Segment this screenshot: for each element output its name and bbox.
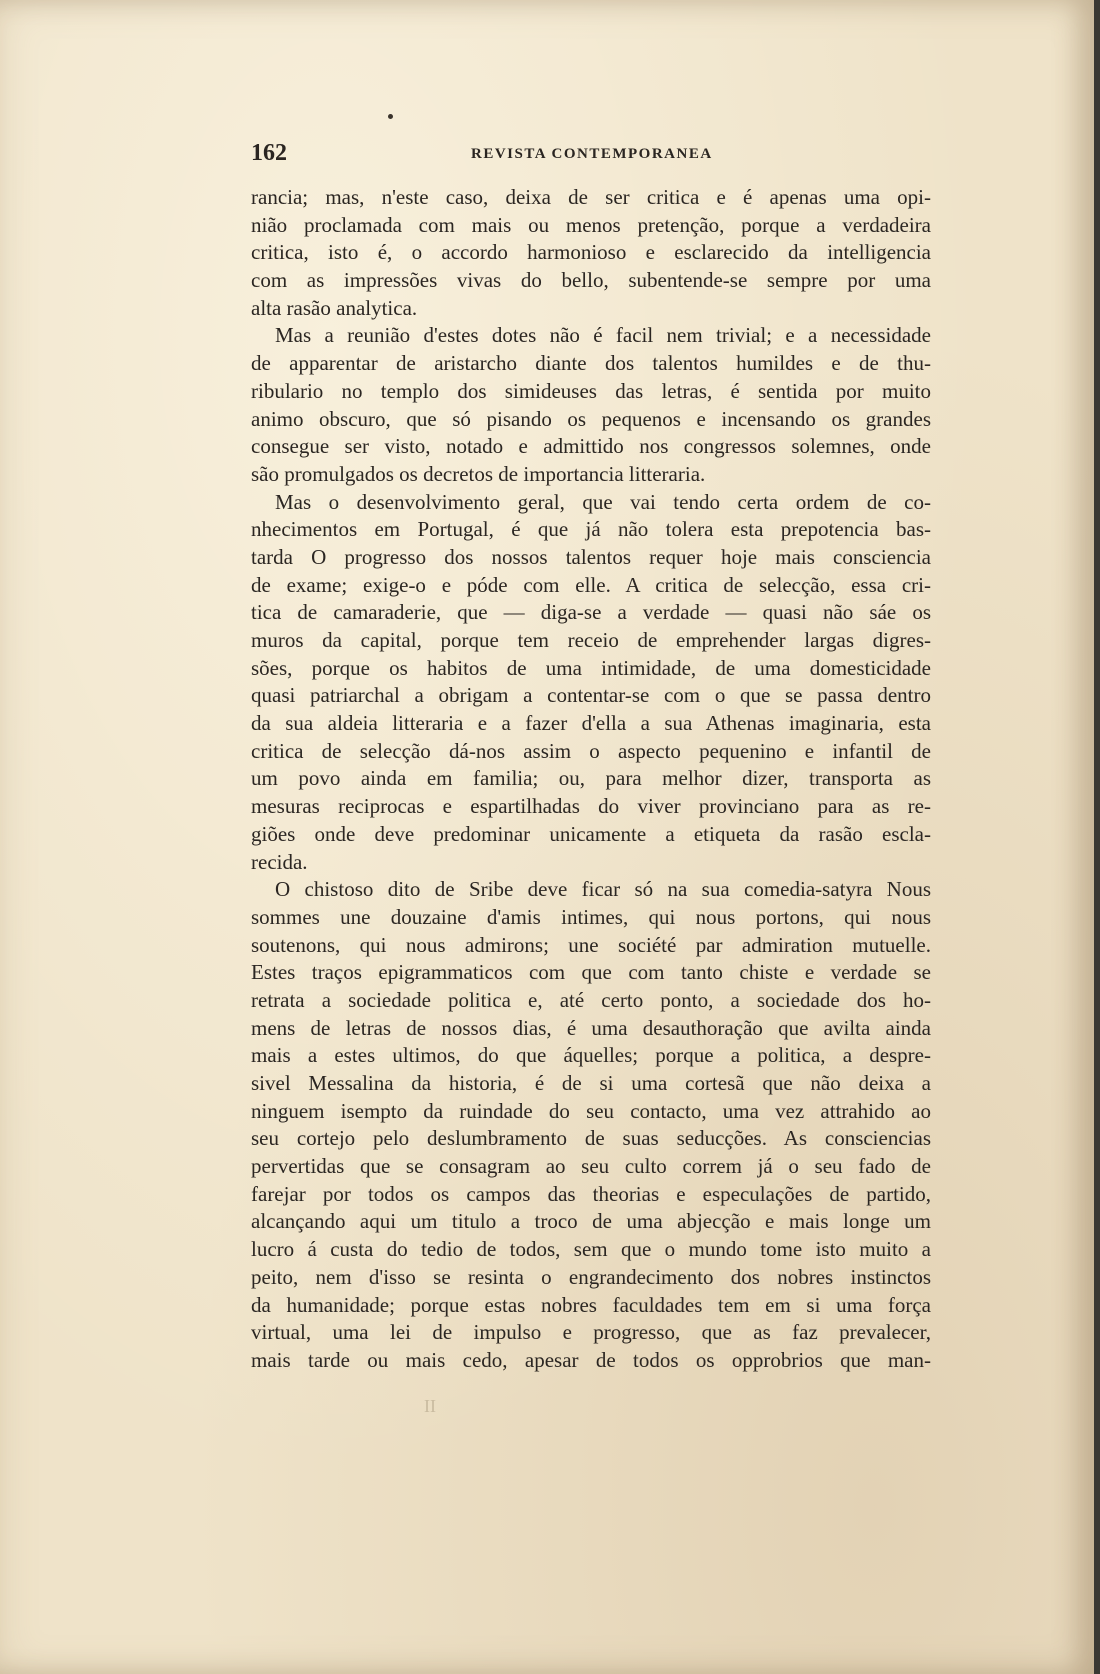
text-line: critica de selecção dá-nos assim o aspecto pequenino e infantil de: [251, 738, 931, 763]
ink-speck: [388, 114, 393, 119]
text-line: farejar por todos os campos das theorias e especulações de partido,: [251, 1181, 931, 1206]
text-line: pervertidas que se consagram ao seu culto correm já o seu fado de: [251, 1154, 931, 1179]
text-line: nhecimentos em Portugal, é que já não tolera esta prepotencia bas-: [251, 517, 931, 542]
text-line: animo obscuro, que só pisando os pequenos e incensando os grandes: [251, 406, 931, 431]
text-line: seu cortejo pelo deslumbramento de suas seducções. As consciencias: [251, 1126, 931, 1151]
text-line: peito, nem d'isso se resinta o engrandecimento dos nobres instinctos: [251, 1264, 931, 1289]
text-line: de apparentar de aristarcho diante dos talentos humildes e de thu-: [251, 351, 931, 376]
text-line: lucro á custa do tedio de todos, sem que o mundo tome isto muito a: [251, 1237, 931, 1262]
text-line: com as impressões vivas do bello, subentende-se sempre por uma: [251, 268, 931, 293]
text-line: muros da capital, porque tem receio de emprehender largas digres-: [251, 628, 931, 652]
text-line: O chistoso dito de Sribe deve ficar só na sua comedia-satyra Nous: [275, 877, 931, 902]
signature-mark: II: [424, 1396, 436, 1416]
text-line: tarda O progresso dos nossos talentos requer hoje mais consciencia: [251, 544, 931, 569]
text-line: tica de camaraderie, que — diga-se a verdade — quasi não sáe os: [251, 600, 931, 625]
text-line: Mas a reunião d'estes dotes não é facil nem trivial; e a necessidade: [275, 323, 931, 348]
text-line: alta rasão analytica.: [251, 295, 418, 320]
text-line: de exame; exige-o e póde com elle. A critica de selecção, essa cri-: [251, 572, 931, 597]
text-line: Estes traços epigrammaticos com que com tanto chiste e verdade se: [251, 960, 931, 985]
page-header: [251, 140, 941, 170]
text-line: um povo ainda em familia; ou, para melhor dizer, transporta as: [251, 766, 931, 791]
text-line: retrata a sociedade politica e, até certo ponto, a sociedade dos ho-: [251, 987, 931, 1012]
text-line: Mas o desenvolvimento geral, que vai tendo certa ordem de co-: [275, 489, 931, 514]
text-line: alcançando aqui um titulo a troco de uma abjecção e mais longe um: [251, 1209, 931, 1234]
text-line: virtual, uma lei de impulso e progresso, que as faz prevalecer,: [251, 1320, 931, 1345]
text-line: sões, porque os habitos de uma intimidade, de uma domesticidade: [251, 655, 931, 680]
body-text: [251, 184, 931, 1375]
text-line: mesuras reciprocas e espartilhadas do viver provinciano para as re-: [251, 794, 931, 819]
text-line: mais tarde ou mais cedo, apesar de todos os opprobrios que man-: [251, 1347, 931, 1372]
text-line: quasi patriarchal a obrigam a contentar-se com o que se passa dentro: [251, 683, 931, 708]
text-line: giões onde deve predominar unicamente a etiqueta da rasão escla-: [251, 821, 931, 846]
text-line: consegue ser visto, notado e admittido nos congressos solemnes, onde: [251, 434, 931, 459]
page-number: 162: [251, 140, 287, 166]
text-line: ribulario no templo dos simideuses das letras, é sentida por muito: [251, 378, 931, 403]
running-title: REVISTA CONTEMPORANEA: [471, 146, 713, 162]
text-line: recida.: [251, 849, 308, 874]
text-line: mens de letras de nossos dias, é uma desauthoração que avilta ainda: [251, 1015, 931, 1040]
text-line: da humanidade; porque estas nobres faculdades tem em si uma força: [251, 1292, 931, 1317]
text-line: sommes une douzaine d'amis intimes, qui nous portons, qui nous: [251, 904, 931, 929]
text-line: sivel Messalina da historia, é de si uma cortesã que não deixa a: [251, 1071, 931, 1095]
text-line: nião proclamada com mais ou menos pretenção, porque a verdadeira: [251, 212, 931, 237]
text-line: da sua aldeia litteraria e a fazer d'ella a sua Athenas imaginaria, esta: [251, 711, 931, 736]
page-edge: [1094, 0, 1100, 1674]
text-line: critica, isto é, o accordo harmonioso e esclarecido da intelligencia: [251, 240, 931, 265]
text-line: soutenons, qui nous admirons; une société par admiration mutuelle.: [251, 932, 931, 957]
text-line: são promulgados os decretos de importancia litteraria.: [251, 461, 706, 486]
text-line: rancia; mas, n'este caso, deixa de ser critica e é apenas uma opi-: [251, 185, 931, 209]
text-line: mais a estes ultimos, do que áquelles; porque a politica, a despre-: [251, 1043, 931, 1068]
text-line: ninguem isempto da ruindade do seu contacto, uma vez attrahido ao: [251, 1098, 931, 1123]
